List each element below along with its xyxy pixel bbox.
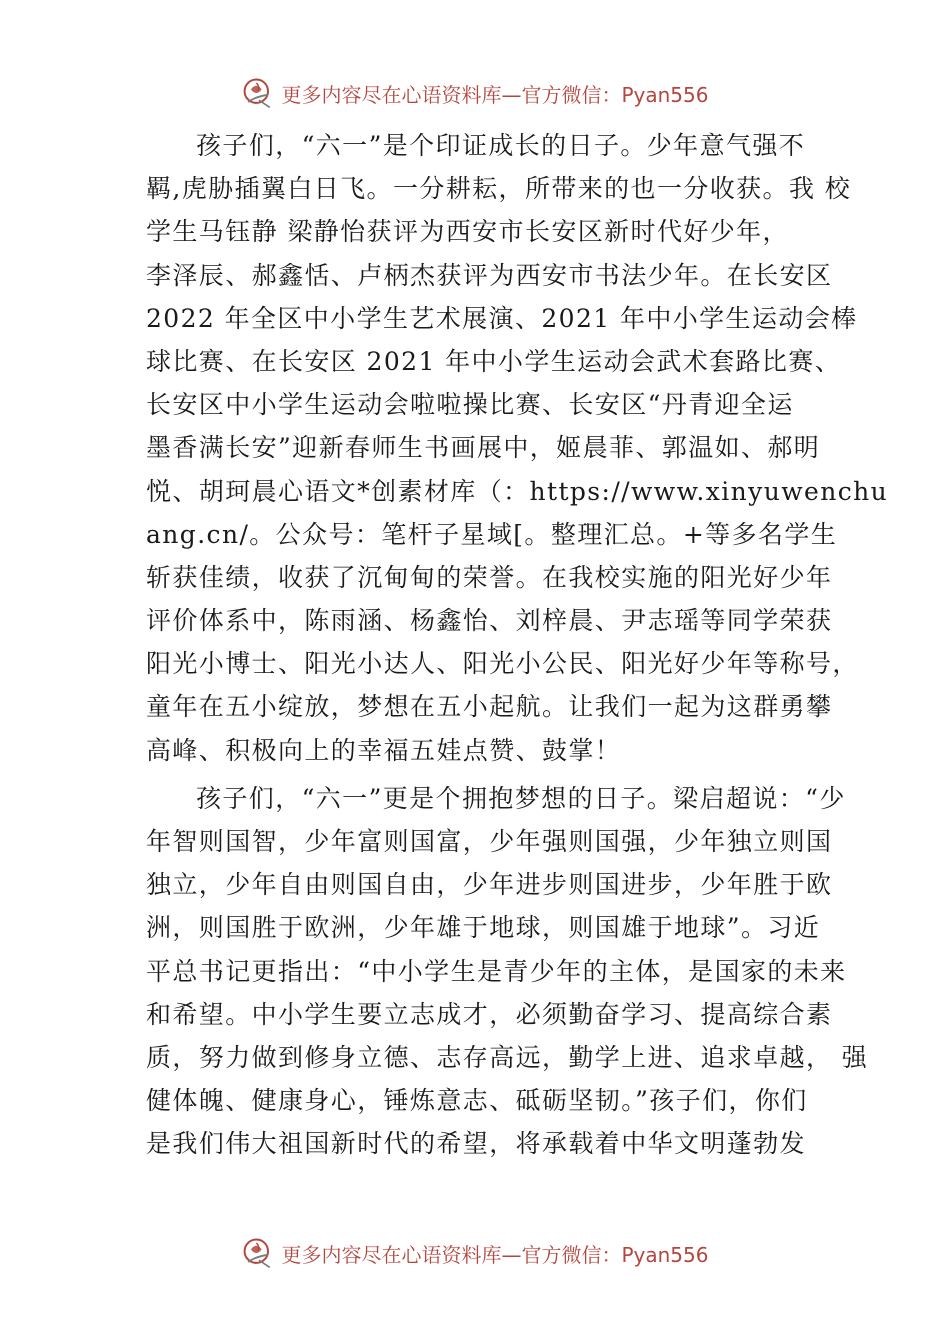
text-line: ang.cn/。公众号：笔杆子星域[。整理汇总。+等多名学生: [146, 519, 838, 549]
text-line: 洲，则国胜于欧洲，少年雄于地球，则国雄于地球”。习近: [146, 913, 821, 943]
text-line: 年智则国智，少年富则国富，少年强则国强，少年独立则国: [146, 827, 833, 856]
text-line: 童年在五小绽放，梦想在五小起航。让我们一起为这群勇攀: [146, 692, 833, 722]
header-watermark-banner: [0, 71, 950, 115]
text-line: 羁,虎胁插翼白日飞。一分耕耘，所带来的也一分收获。我 校: [146, 174, 852, 204]
text-line: 高峰、积极向上的幸福五娃点赞、鼓掌！: [146, 735, 622, 765]
text-line: 健体魄、健康身心，锤炼意志、砥砺坚韧。”孩子们，你们: [146, 1086, 808, 1116]
text-line: 和希望。中小学生要立志成才，必须勤奋学习、提高综合素: [146, 999, 833, 1029]
text-line: 孩子们，“六一”是个印证成长的日子。少年意气强不: [196, 131, 806, 160]
paragraph-2: [146, 777, 869, 1166]
text-line: 悦、胡珂晨心语文*创素材库（：https://www.xinyuwenchu: [146, 476, 889, 506]
text-line: 学生马钰静 梁静怡获评为西安市长安区新时代好少年，: [146, 217, 789, 247]
footer-watermark-banner: [0, 1231, 950, 1275]
header-watermark-text: 更多内容尽在心语资料库—官方微信：Pyan556: [281, 82, 709, 107]
text-line: 是我们伟大祖国新时代的希望，将承载着中华文明蓬勃发: [146, 1129, 807, 1159]
text-line: 阳光小博士、阳光小达人、阳光小公民、阳光好少年等称号，: [146, 649, 859, 679]
text-line: 球比赛、在长安区 2021 年中小学生运动会武术套路比赛、: [146, 346, 842, 376]
text-line: 2022 年全区中小学生艺术展演、2021 年中小学生运动会棒: [146, 303, 858, 333]
text-line: 独立，少年自由则国自由，少年进步则国进步，少年胜于欧: [146, 870, 833, 900]
text-line: 斩获佳绩，收获了沉甸甸的荣誉。在我校实施的阳光好少年: [146, 562, 833, 592]
footer-watermark-text: 更多内容尽在心语资料库—官方微信：Pyan556: [281, 1242, 709, 1267]
paragraph-1: [146, 124, 889, 772]
text-line: 质，努力做到修身立德、志存高远，勤学上进、追求卓越， 强: [146, 1042, 869, 1072]
text-line: 李泽辰、郝鑫恬、卢柄杰获评为西安市书法少年。在长安区: [146, 260, 833, 290]
text-line: 平总书记更指出：“中小学生是青少年的主体，是国家的未来: [146, 956, 847, 986]
document-body: [146, 124, 889, 1166]
rose-logo-icon: [241, 75, 277, 111]
text-line: 孩子们，“六一”更是个拥抱梦想的日子。梁启超说：“少: [196, 783, 846, 813]
rose-logo-icon: [241, 1235, 277, 1271]
text-line: 墨香满长安”迎新春师生书画展中，姬晨菲、郭温如、郝明: [146, 433, 821, 463]
text-line: 评价体系中，陈雨涵、杨鑫怡、刘梓晨、尹志瑶等同学荣获: [146, 606, 833, 636]
text-line: 长安区中小学生运动会啦啦操比赛、长安区“丹青迎全运: [146, 390, 794, 420]
